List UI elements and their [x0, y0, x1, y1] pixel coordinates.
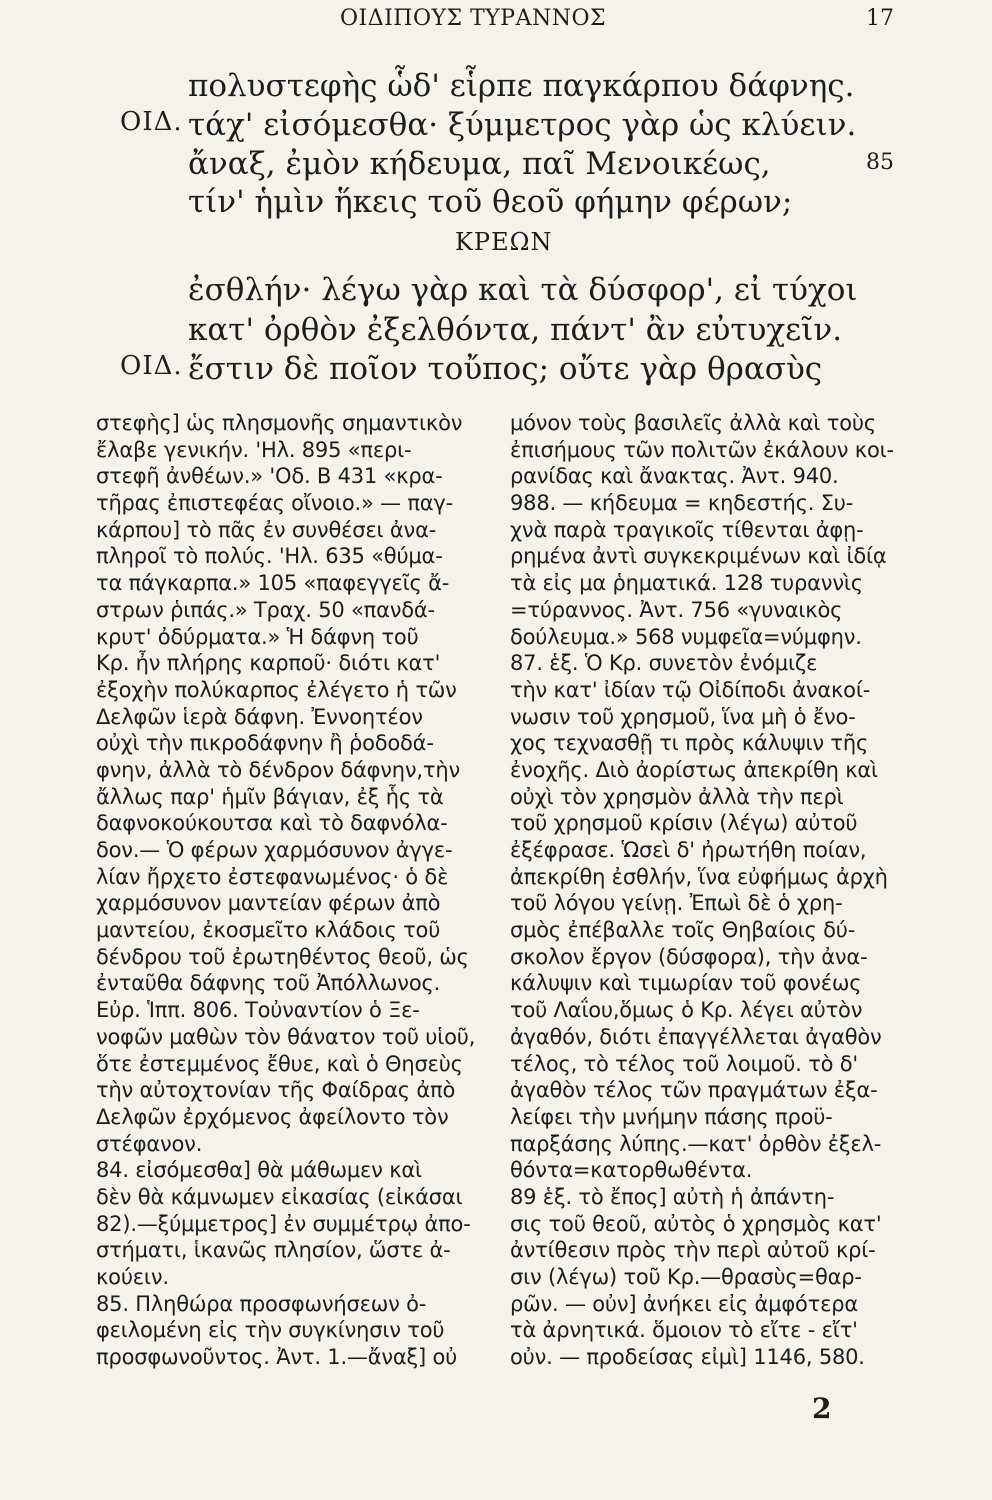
commentary-line: ἐξοχὴν πολύκαρπος ἐλέγετο ἡ τῶν: [96, 677, 457, 702]
commentary-line: λείφει τὴν μνήμην πάσης προϋ-: [510, 1104, 833, 1129]
commentary-line: τὰ ἀρνητικά. ὅμοιον τὸ εἴτε - εἴτ': [510, 1318, 858, 1343]
commentary-line: ἀντίθεσιν πρὸς τὴν περὶ αὐτοῦ κρί-: [510, 1238, 876, 1263]
commentary-left-column: [96, 410, 476, 1371]
commentary-line: ἄλλως παρ' ἡμῖν βάγιαν, ἐξ ἧς τὰ: [96, 784, 444, 809]
commentary-line: χος τεχνασθῇ τι πρὸς κάλυψιν τῆς: [510, 731, 869, 756]
verse-text: κατ' ὀρθὸν ἐξελθόντα, πάντ' ἂν εὐτυχεῖν.: [188, 312, 843, 348]
verse-text: πολυστεφὴς ὧδ' εἷρπε παγκάρπου δάφνης.: [188, 68, 855, 104]
commentary-line: ἀγαθόν, διότι ἐπαγγέλλεται ἀγαθὸν: [510, 1024, 882, 1049]
commentary-line: τοῦ χρησμοῦ κρίσιν (λέγω) αὐτοῦ: [510, 811, 858, 836]
commentary-line: δένδρου τοῦ ἐρωτηθέντος θεοῦ, ὡς: [96, 944, 469, 969]
commentary-line: προσφωνοῦντος. Ἀντ. 1.—ἄναξ] οὐ: [96, 1345, 458, 1370]
commentary-line: φειλομένη εἰς τὴν συγκίνησιν τοῦ: [96, 1318, 445, 1343]
signature-mark: 2: [812, 1392, 832, 1425]
commentary-line: ρῶν. — οὐν] ἀνήκει εἰς ἀμφότερα: [510, 1291, 858, 1316]
commentary-line: φνην, ἀλλὰ τὸ δένδρον δάφνην,τὴν: [96, 757, 460, 782]
verse-text: τάχ' εἰσόμεσθα· ξύμμετρος γὰρ ὡς κλύειν.: [188, 107, 857, 143]
line-number: 85: [866, 150, 894, 175]
commentary-line: =τύραννος. Ἀντ. 756 «γυναικὸς: [510, 597, 843, 622]
commentary-line: Δελφῶν ἱερὰ δάφνη. Ἐννοητέον: [96, 704, 423, 729]
commentary-line: χνὰ παρὰ τραγικοῖς τίθενται ἀφῃ-: [510, 517, 864, 542]
commentary-line: ἐνοχῆς. Διὸ ἀορίστως ἀπεκρίθη καὶ: [510, 757, 878, 782]
commentary-line: στεφὴς] ὡς πλησμονῆς σημαντικὸν: [96, 411, 463, 435]
commentary-line: 82).—ξύμμετρος] ἐν συμμέτρῳ ἀπο-: [96, 1211, 471, 1236]
commentary-line: οὐχὶ τὴν πικροδάφνην ἢ ῥοδοδά-: [96, 731, 434, 756]
commentary-line: Εὐρ. Ἱππ. 806. Τοὐναντίον ὁ Ξε-: [96, 998, 420, 1023]
commentary-line: τοῦ Λαΐου,ὅμως ὁ Κρ. λέγει αὐτὸν: [510, 998, 863, 1023]
speaker-label: ΟΙΔ.: [120, 351, 183, 381]
commentary-line: ὅτε ἐστεμμένος ἔθυε, καὶ ὁ Θησεὺς: [96, 1051, 463, 1076]
commentary-line: στήματι, ἱκανῶς πλησίον, ὥστε ἀ-: [96, 1238, 451, 1263]
commentary-line: κούειν.: [96, 1265, 169, 1289]
speaker-heading: ΚΡΕΩΝ: [455, 228, 553, 256]
commentary-line: 85. Πληθώρα προσφωνήσεων ὀ-: [96, 1291, 427, 1316]
verse-text: τίν' ἡμὶν ἥκεις τοῦ θεοῦ φήμην φέρων;: [188, 184, 793, 220]
commentary-line: σκολον ἔργον (δύσφορα), τὴν ἀνα-: [510, 944, 868, 969]
commentary-line: παρξάσης λύπης.—κατ' ὀρθὸν ἐξελ-: [510, 1131, 882, 1156]
commentary-line: ρημένα ἀντὶ συγκεκριμένων καὶ ἰδίᾳ: [510, 544, 887, 569]
commentary-line: χαρμόσυνον μαντείαν φέρων ἀπὸ: [96, 891, 441, 916]
verse-text: ἐσθλήν· λέγω γὰρ καὶ τὰ δύσφορ', εἰ τύχοι: [188, 272, 858, 308]
running-header: [0, 6, 992, 36]
commentary-line: μαντείου, ἐκοσμεῖτο κλάδοις τοῦ: [96, 918, 441, 943]
commentary-line: δαφνοκούκουτσα καὶ τὸ δαφνόλα-: [96, 811, 448, 836]
page-number: 17: [866, 6, 894, 31]
commentary-line: 89 ἑξ. τὸ ἔπος] αὐτὴ ἡ ἀπάντη-: [510, 1184, 835, 1209]
commentary-line: τοῦ λόγου γείνῃ. Ἐπωὶ δὲ ὁ χρη-: [510, 891, 843, 916]
verse-line: [0, 351, 992, 397]
commentary-line: νοφῶν μαθὼν τὸν θάνατον τοῦ υἱοῦ,: [96, 1024, 476, 1049]
commentary-line: τα πάγκαρπα.» 105 «παφεγγεῖς ἄ-: [96, 571, 450, 596]
commentary-right-column: [510, 410, 898, 1371]
commentary-line: ρανίδας καὶ ἄνακτας. Ἀντ. 940.: [510, 464, 839, 489]
commentary-line: λίαν ἤρχετο ἐστεφανωμένος· ὁ δὲ: [96, 864, 449, 889]
commentary-line: κάλυψιν καὶ τιμωρίαν τοῦ φονέως: [510, 971, 862, 996]
commentary-line: 84. εἰσόμεσθα] θὰ μάθωμεν καὶ: [96, 1158, 422, 1183]
commentary-line: κάρπου] τὸ πᾶς ἐν συνθέσει ἀνα-: [96, 517, 437, 542]
commentary-line: ἐνταῦθα δάφνης τοῦ Ἀπόλλωνος.: [96, 971, 441, 996]
commentary-line: τέλος, τὸ τέλος τοῦ λοιμοῦ. τὸ δ': [510, 1051, 858, 1076]
commentary-line: δον.— Ὁ φέρων χαρμόσυνον ἀγγε-: [96, 838, 453, 862]
verse-line: [0, 184, 992, 230]
commentary-line: στέφανον.: [96, 1131, 203, 1156]
commentary-line: ἀγαθὸν τέλος τῶν πραγμάτων ἐξα-: [510, 1078, 878, 1103]
commentary-line: νωσιν τοῦ χρησμοῦ, ἵνα μὴ ὁ ἔνο-: [510, 704, 856, 729]
commentary-line: σιν (λέγω) τοῦ Κρ.—θρασὺς=θαρ-: [510, 1265, 862, 1289]
commentary-line: οὐχὶ τὸν χρησμὸν ἀλλὰ τὴν περὶ: [510, 784, 844, 809]
commentary-line: ἔλαβε γενικήν. 'Ηλ. 895 «περι-: [96, 437, 412, 462]
commentary-line: Δελφῶν ἐρχόμενος ἀφείλοντο τὸν: [96, 1104, 449, 1129]
commentary-line: ἐξέφρασε. Ὡσεὶ δ' ἠρωτήθη ποίαν,: [510, 838, 867, 862]
commentary-line: 87. ἑξ. Ὁ Κρ. συνετὸν ἐνόμιζε: [510, 651, 818, 676]
commentary-line: σμὸς ἐπέβαλλε τοῖς Θηβαίοις δύ-: [510, 918, 856, 943]
commentary-line: Κρ. ἦν πλήρης καρποῦ· διότι κατ': [96, 651, 441, 676]
speaker-label: ΟΙΔ.: [120, 107, 183, 137]
commentary-line: τὴν αὐτοχτονίαν τῆς Φαίδρας ἀπὸ: [96, 1078, 456, 1103]
verse-text: ἔστιν δὲ ποῖον τοὔπος; οὔτε γὰρ θρασὺς: [188, 351, 823, 387]
verse-text: ἄναξ, ἐμὸν κήδευμα, παῖ Μενοικέως,: [188, 146, 771, 182]
commentary-line: στεφῆ ἀνθέων.» 'Οδ. Β 431 «κρα-: [96, 464, 443, 489]
commentary-line: μόνον τοὺς βασιλεῖς ἀλλὰ καὶ τοὺς: [510, 411, 876, 435]
commentary-line: δούλευμα.» 568 νυμφεῖα=νύμφην.: [510, 624, 862, 649]
commentary-line: 988. — κήδευμα = κηδεστής. Συ-: [510, 491, 854, 516]
commentary-line: κρυτ' ὀδύρματα.» Ἡ δάφνη τοῦ: [96, 624, 419, 649]
commentary-line: ἀπεκρίθη ἐσθλήν, ἵνα εὐφήμως ἀρχὴ: [510, 864, 888, 889]
commentary-line: τὴν κατ' ἰδίαν τῷ Οἰδίποδι ἀνακοί-: [510, 677, 871, 702]
commentary-line: πληροῖ τὸ πολύς. 'Ηλ. 635 «θύμα-: [96, 544, 443, 569]
commentary-line: θόντα=κατορθωθέντα.: [510, 1158, 753, 1183]
commentary-line: οὐν. — προδείσας εἰμὶ] 1146, 580.: [510, 1345, 865, 1370]
commentary-line: τὰ εἰς μα ῥηματικά. 128 τυραννὶς: [510, 571, 863, 596]
commentary-line: ἐπισήμους τῶν πολιτῶν ἐκάλουν κοι-: [510, 437, 894, 462]
commentary-line: δὲν θὰ κάμνωμεν εἰκασίας (εἰκάσαι: [96, 1184, 463, 1209]
commentary-line: σις τοῦ θεοῦ, αὐτὸς ὁ χρησμὸς κατ': [510, 1211, 882, 1236]
running-title: ΟΙΔΙΠΟΥΣ ΤΥΡΑΝΝΟΣ: [340, 6, 607, 31]
commentary-line: τῆρας ἐπιστεφέας οἴνοιο.» — παγ-: [96, 491, 454, 516]
commentary-line: στρων ῥιπάς.» Τραχ. 50 «πανδά-: [96, 597, 435, 622]
